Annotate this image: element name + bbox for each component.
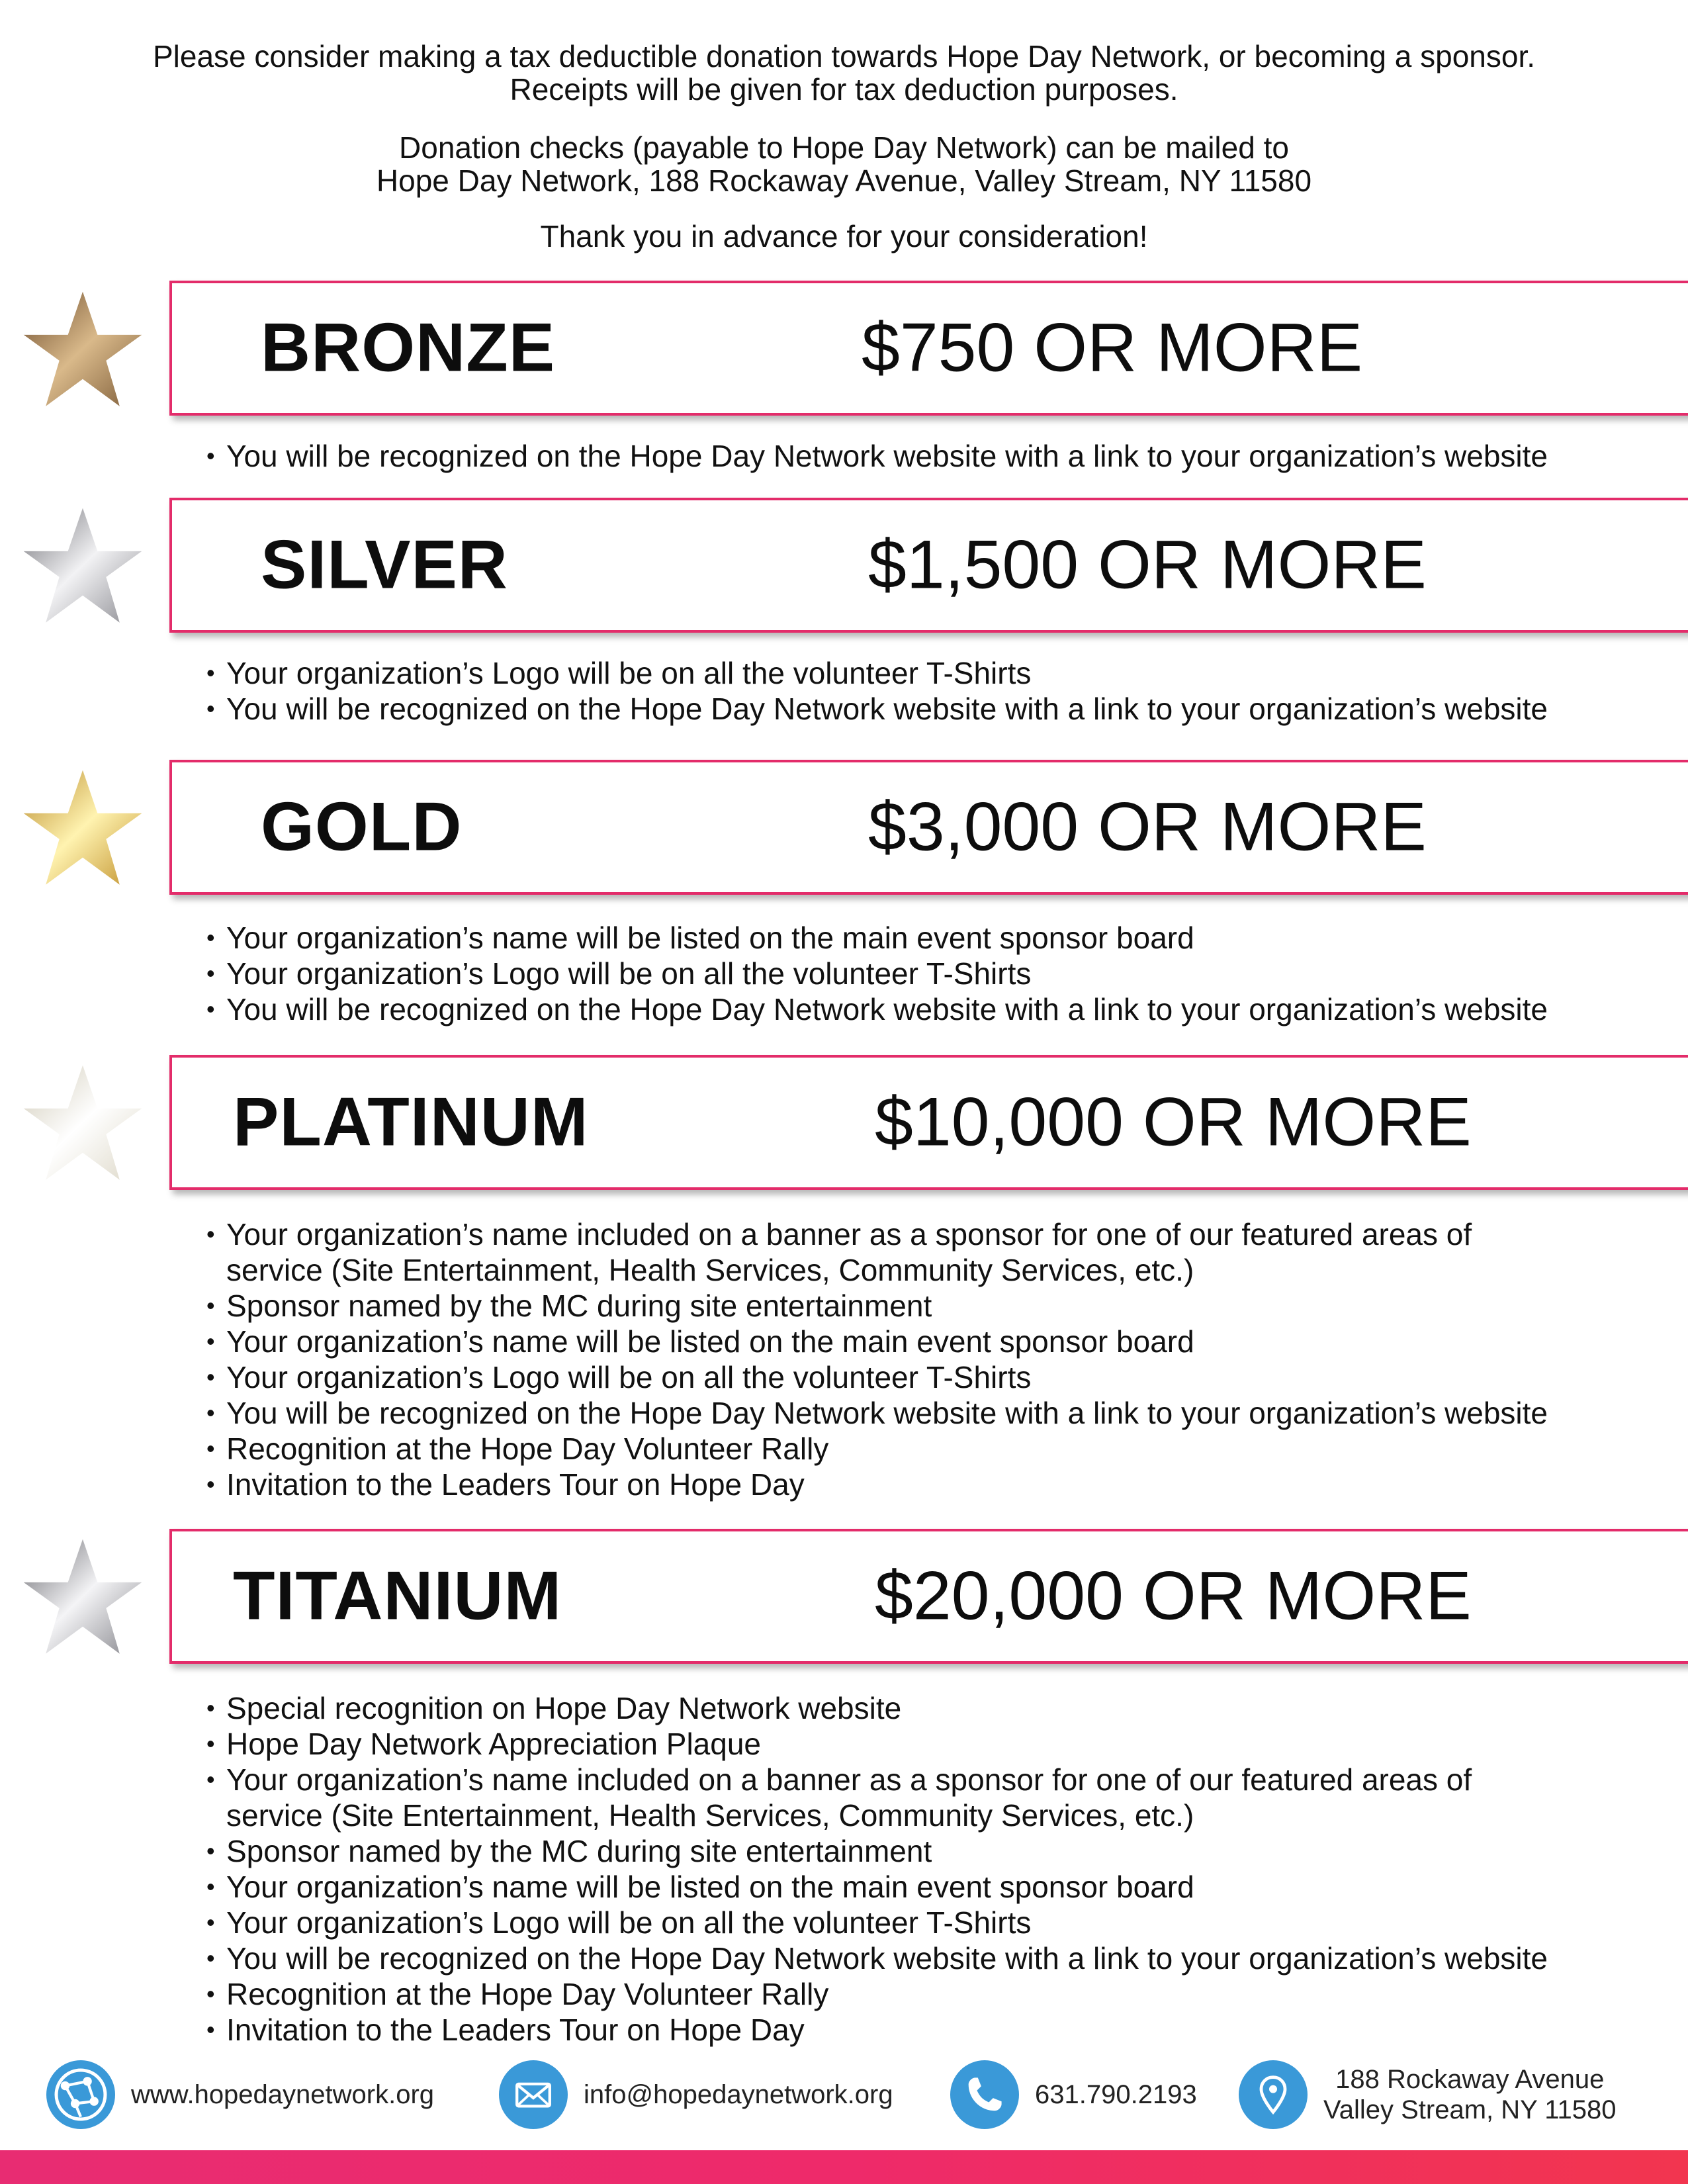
tier-name: GOLD [261,788,463,866]
tier-name: SILVER [261,526,508,604]
benefit-item: • Your organization’s name will be listed on the main event sponsor board [206,1324,1548,1359]
benefit-item: • You will be recognized on the Hope Day Network website with a link to your organization’s website [206,1395,1548,1431]
gold-star-icon [21,768,144,891]
benefit-item: • Recognition at the Hope Day Volunteer Rally [206,1976,1548,2012]
benefit-item: • You will be recognized on the Hope Day Network website with a link to your organization’s website [206,991,1548,1027]
tier-silver-benefits [206,655,1548,727]
intro-text [0,40,1688,106]
tier-name: PLATINUM [233,1083,589,1161]
benefit-item: • Your organization’s name included on a banner as a sponsor for one of our featured areas of service (Site Entertainment, Health Services, Community Services, etc.) [206,1762,1548,1833]
email-link[interactable]: info@hopedaynetwork.org [584,2080,893,2109]
intro-line-4: Hope Day Network, 188 Rockaway Avenue, Valley Stream, NY 11580 [376,163,1312,198]
phone-icon [950,2060,1019,2129]
benefit-item: • Your organization’s name will be listed on the main event sponsor board [206,920,1548,956]
tier-platinum-box [169,1055,1688,1190]
benefit-item: • Sponsor named by the MC during site entertainment [206,1833,1548,1869]
benefit-item: • You will be recognized on the Hope Day Network website with a link to your organization’s website [206,438,1548,474]
footer-address [1239,2058,1616,2131]
address-text [1323,2064,1616,2125]
benefit-item: • You will be recognized on the Hope Day Network website with a link to your organization’s website [206,1940,1548,1976]
benefit-item: • You will be recognized on the Hope Day Network website with a link to your organization’s website [206,691,1548,727]
footer-phone[interactable] [950,2058,1197,2131]
benefit-item: • Invitation to the Leaders Tour on Hope Day [206,2012,1548,2048]
benefit-item: • Sponsor named by the MC during site entertainment [206,1288,1548,1324]
intro-line-5: Thank you in advance for your consideration! [540,219,1148,253]
address-line-1: 188 Rockaway Avenue [1335,2065,1605,2094]
benefit-item: • Hope Day Network Appreciation Plaque [206,1726,1548,1762]
tier-price: $10,000 OR MORE [875,1083,1472,1161]
tier-bronze-box [169,281,1688,416]
mailing-info [0,131,1688,197]
envelope-icon [499,2060,568,2129]
tier-price: $3,000 OR MORE [868,788,1427,866]
silver-star-icon [21,506,144,629]
website-link[interactable]: www.hopedaynetwork.org [131,2080,435,2109]
platinum-star-icon [21,1063,144,1186]
intro-line-1: Please consider making a tax deductible donation towards Hope Day Network, or becoming a sponsor. [152,39,1536,73]
intro-line-2: Receipts will be given for tax deduction purposes. [510,72,1178,107]
tier-name: TITANIUM [233,1557,562,1635]
globe-network-icon [46,2060,115,2129]
tier-platinum-benefits [206,1216,1548,1502]
tier-price: $1,500 OR MORE [868,526,1427,604]
tier-gold-benefits [206,920,1548,1027]
footer-website[interactable] [46,2058,434,2131]
tier-gold-box [169,760,1688,895]
tier-price: $750 OR MORE [862,309,1363,387]
tier-price: $20,000 OR MORE [875,1557,1472,1635]
footer-email[interactable] [499,2058,893,2131]
bronze-star-icon [21,289,144,412]
benefit-item: • Invitation to the Leaders Tour on Hope Day [206,1467,1548,1502]
thank-you-text [0,220,1688,253]
benefit-item: • Your organization’s name included on a banner as a sponsor for one of our featured areas of service (Site Entertainment, Health Services, Community Services, etc.) [206,1216,1548,1288]
titanium-star-icon [21,1537,144,1660]
benefit-item: • Recognition at the Hope Day Volunteer Rally [206,1431,1548,1467]
intro-line-3: Donation checks (payable to Hope Day Network) can be mailed to [399,130,1289,165]
tier-name: BRONZE [261,309,556,387]
tier-silver-box [169,498,1688,633]
benefit-item: • Your organization’s Logo will be on all the volunteer T-Shirts [206,1905,1548,1940]
map-pin-icon [1239,2060,1308,2129]
benefit-item: • Your organization’s name will be listed on the main event sponsor board [206,1869,1548,1905]
tier-titanium-benefits [206,1690,1548,2048]
tier-bronze-benefits [206,438,1548,474]
footer-color-bar [0,2150,1688,2184]
benefit-item: • Your organization’s Logo will be on all the volunteer T-Shirts [206,655,1548,691]
tier-titanium-box [169,1529,1688,1664]
address-line-2: Valley Stream, NY 11580 [1323,2095,1617,2124]
benefit-item: • Your organization’s Logo will be on all the volunteer T-Shirts [206,956,1548,991]
phone-number[interactable]: 631.790.2193 [1035,2080,1197,2109]
benefit-item: • Your organization’s Logo will be on all the volunteer T-Shirts [206,1359,1548,1395]
benefit-item: • Special recognition on Hope Day Network website [206,1690,1548,1726]
